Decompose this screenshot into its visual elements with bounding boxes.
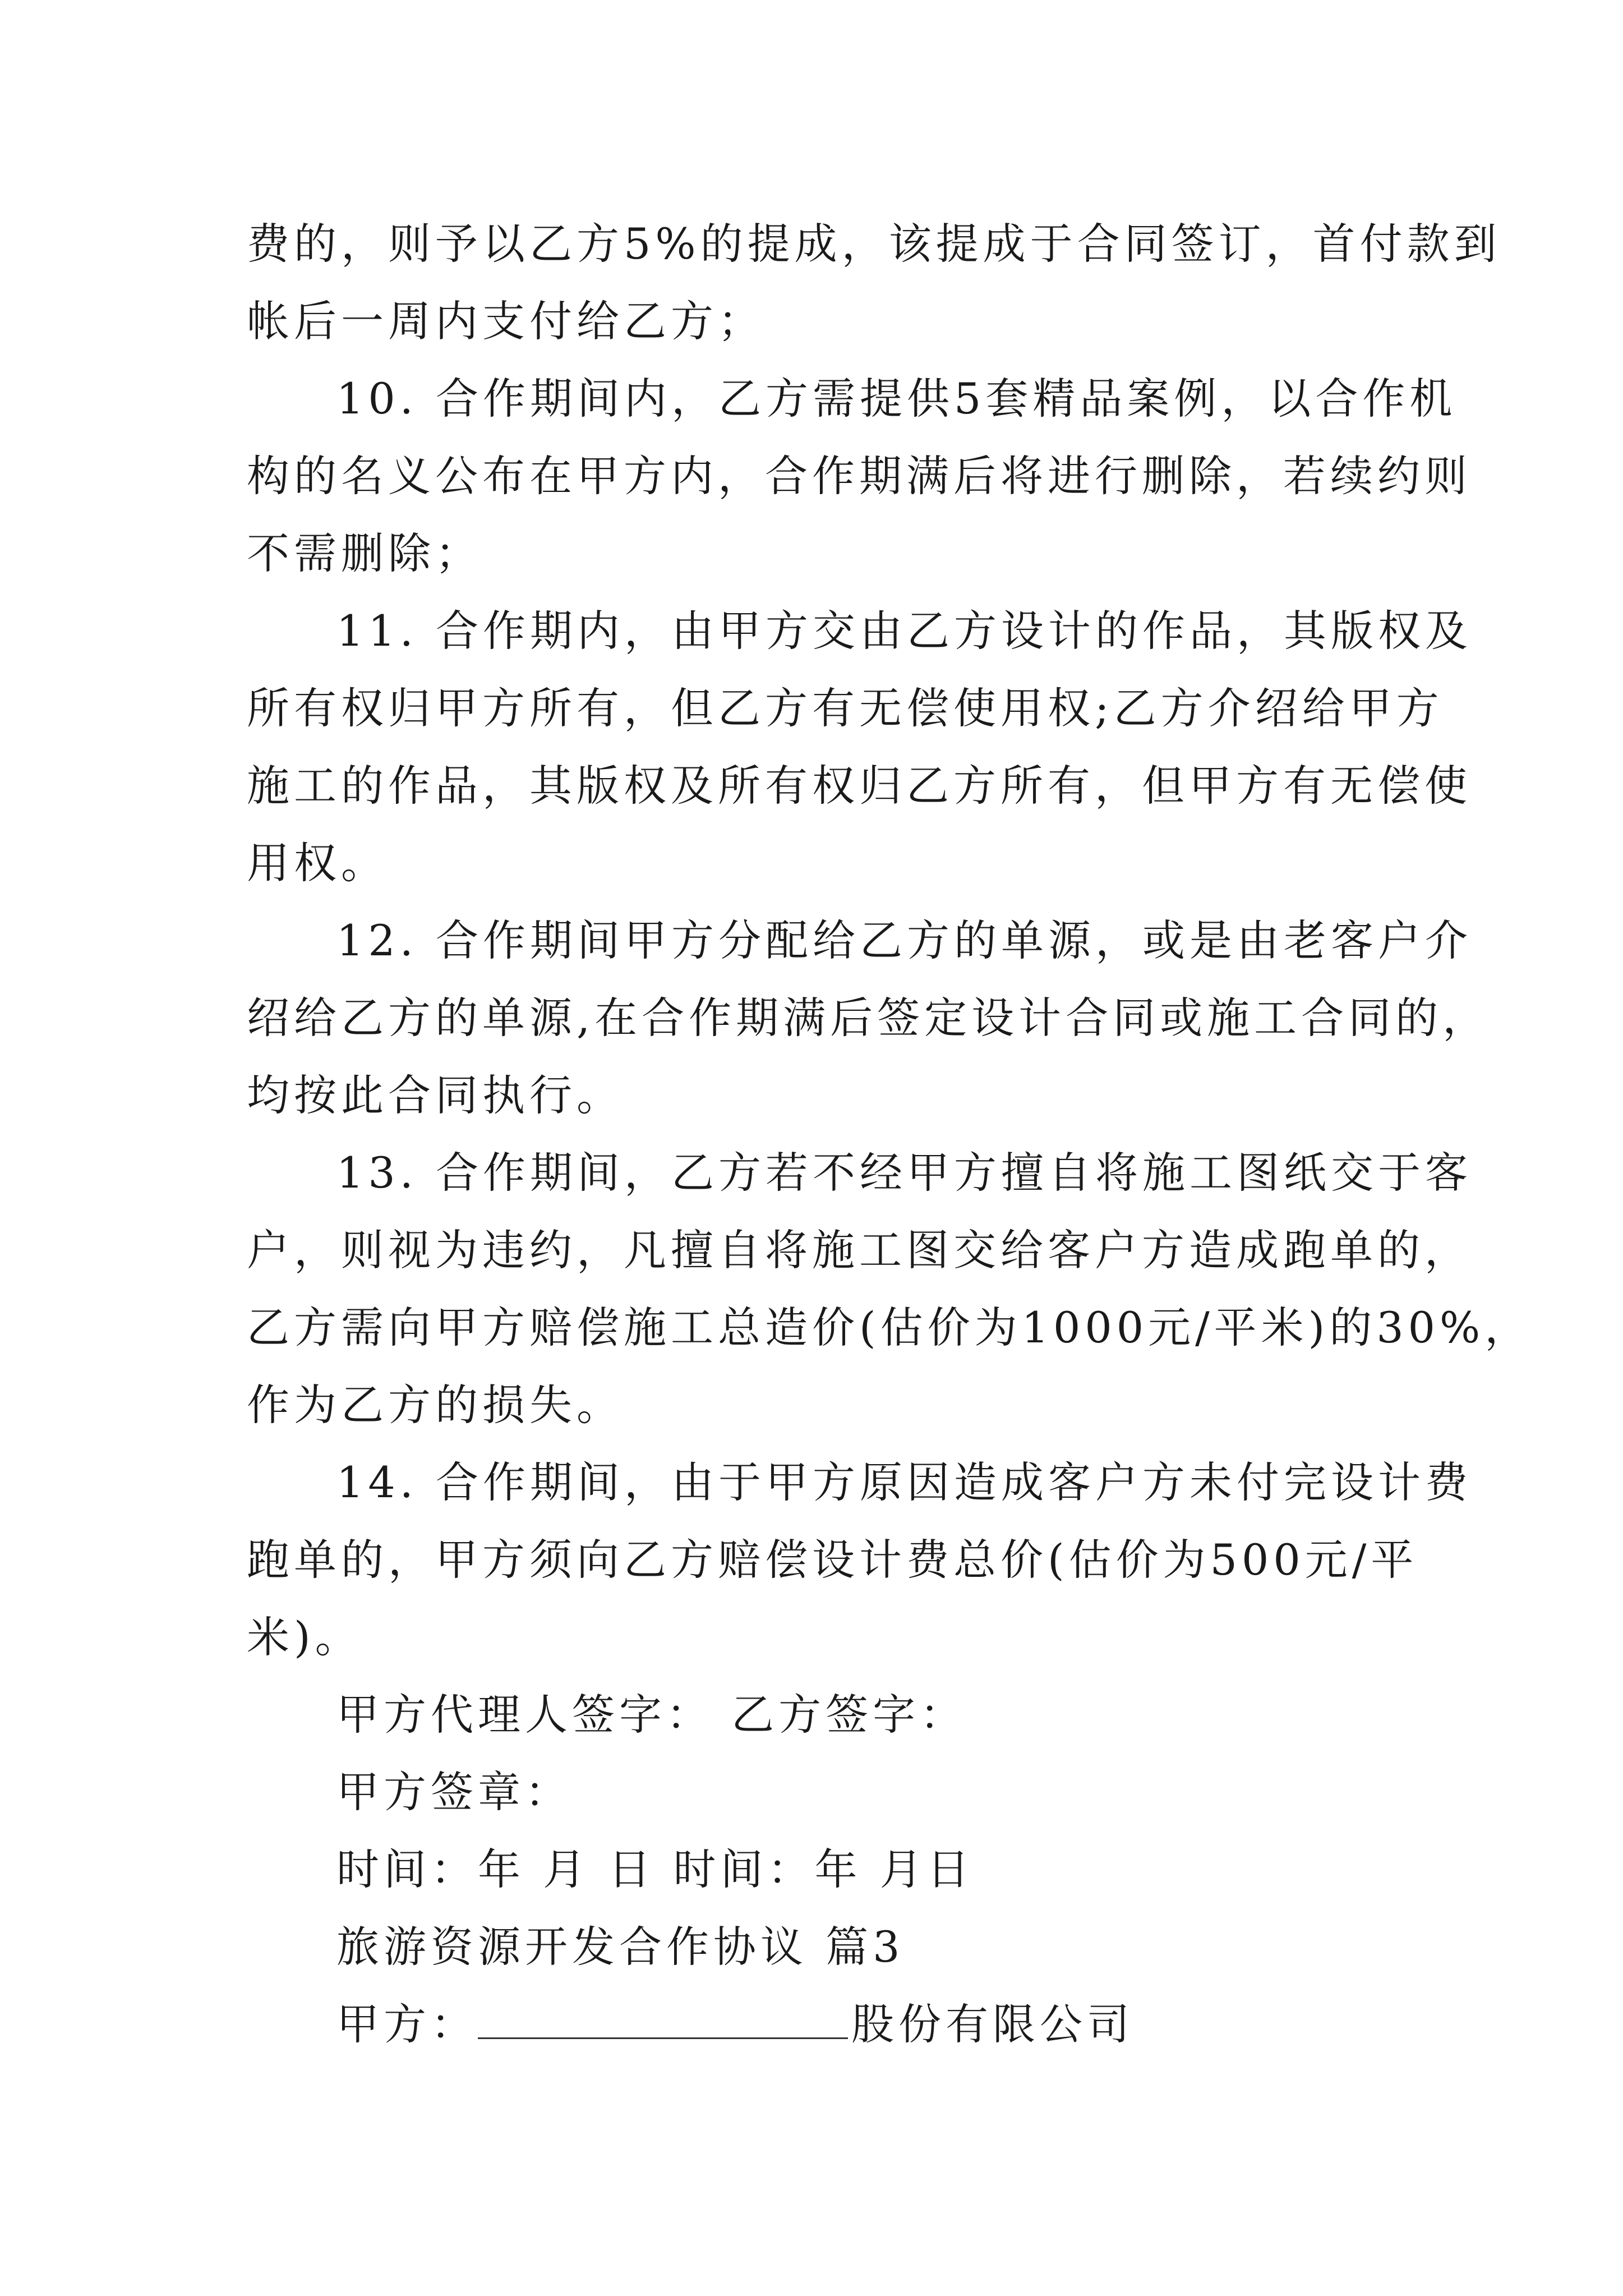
party-a-label: 甲方： xyxy=(336,1999,478,2049)
paragraph-13-line-1: 13. 合作期间，乙方若不经甲方擅自将施工图纸交于客 xyxy=(336,1148,1473,1198)
paragraph-9-line-2: 帐后一周内支付给乙方； xyxy=(247,296,765,346)
paragraph-14-line-2: 跑单的，甲方须向乙方赔偿设计费总价(估价为500元/平 xyxy=(247,1535,1418,1585)
paragraph-12-line-3: 均按此合同执行。 xyxy=(247,1070,624,1120)
paragraph-10-line-3: 不需删除； xyxy=(247,528,482,578)
paragraph-11-line-1: 11. 合作期内，由甲方交由乙方设计的作品，其版权及 xyxy=(336,606,1473,656)
paragraph-12-line-1: 12. 合作期间甲方分配给乙方的单源，或是由老客户介 xyxy=(336,915,1473,965)
paragraph-11-line-2: 所有权归甲方所有，但乙方有无偿使用权;乙方介绍给甲方 xyxy=(247,683,1444,733)
paragraph-13-line-4: 作为乙方的损失。 xyxy=(247,1380,624,1430)
paragraph-9-line-1: 费的，则予以乙方5%的提成，该提成于合同签订，首付款到 xyxy=(247,219,1501,269)
party-a-name-blank xyxy=(478,1996,848,2039)
seal-line: 甲方签章： xyxy=(336,1767,572,1817)
paragraph-11-line-4: 用权。 xyxy=(247,838,388,888)
paragraph-14-line-3: 米)。 xyxy=(247,1612,362,1662)
signature-line: 甲方代理人签字： 乙方签字： xyxy=(336,1690,967,1740)
paragraph-14-line-1: 14. 合作期间，由于甲方原因造成客户方未付完设计费 xyxy=(336,1457,1473,1507)
paragraph-13-line-3: 乙方需向甲方赔偿施工总造价(估价为1000元/平米)的30%， xyxy=(247,1303,1532,1352)
paragraph-12-line-2: 绍给乙方的单源,在合作期满后签定设计合同或施工合同的， xyxy=(247,993,1490,1043)
paragraph-11-line-3: 施工的作品，其版权及所有权归乙方所有，但甲方有无偿使 xyxy=(247,761,1472,811)
date-line: 时间：年 月 日 时间：年 月日 xyxy=(336,1844,974,1894)
section-title: 旅游资源开发合作协议 篇3 xyxy=(336,1922,905,1972)
party-a-suffix: 股份有限公司 xyxy=(851,1999,1134,2049)
paragraph-10-line-1: 10. 合作期间内，乙方需提供5套精品案例，以合作机 xyxy=(336,374,1457,424)
paragraph-10-line-2: 构的名义公布在甲方内，合作期满后将进行删除，若续约则 xyxy=(247,451,1472,501)
paragraph-13-line-2: 户，则视为违约，凡擅自将施工图交给客户方造成跑单的， xyxy=(247,1225,1472,1275)
party-a-line xyxy=(336,1986,1475,2063)
